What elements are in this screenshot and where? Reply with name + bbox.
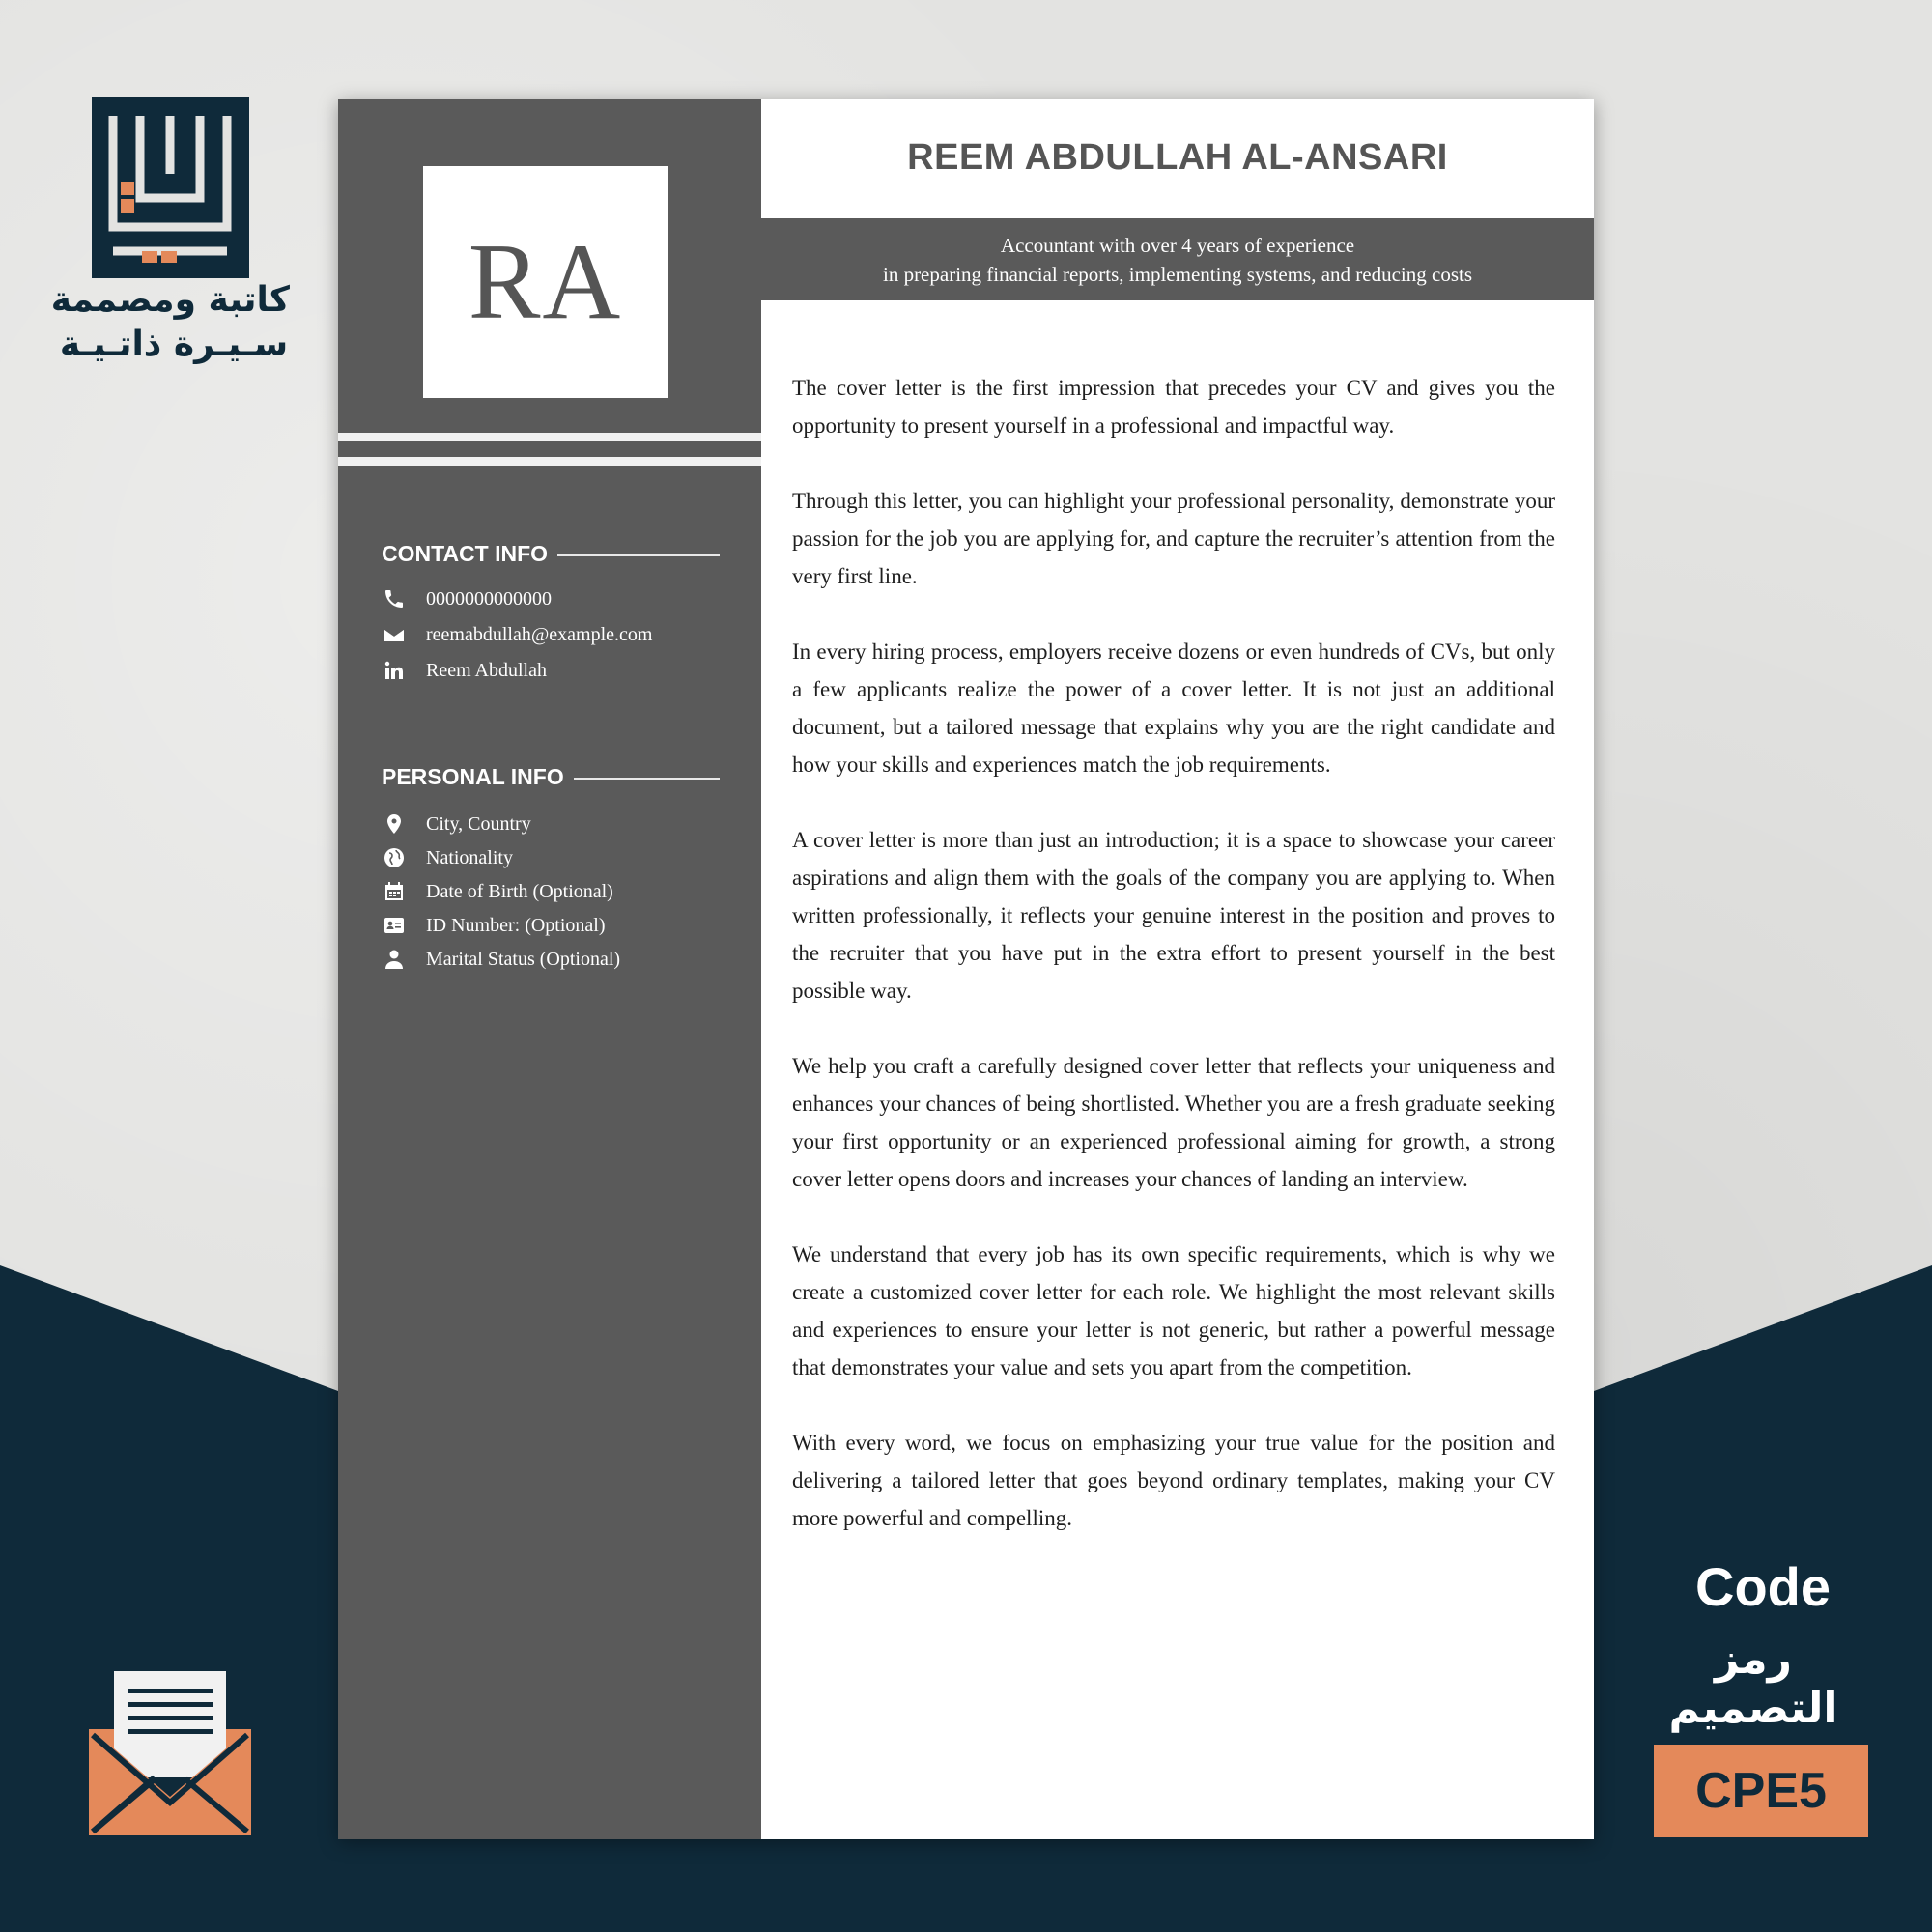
letter-paragraph: With every word, we focus on emphasizing your true value for the position and delivering a tailored letter that goes beyond ordinary templates, making your CV more powerful and compelling. <box>792 1431 1555 1530</box>
brand-tagline <box>50 278 290 367</box>
applicant-name: REEM ABDULLAH AL-ANSARI <box>907 137 1448 178</box>
person-icon <box>382 947 407 972</box>
design-code: CPE5 <box>1695 1763 1827 1819</box>
letter-paragraph: In every hiring process, employers receive dozens or even hundreds of CVs, but only a few applicants realize the power of a cover letter. It is not just an additional document, but a tailored message that explains why you are the right candidate and how your skills and experiences match the job requirements. <box>792 639 1555 777</box>
contact-info-title: CONTACT INFO <box>382 541 720 567</box>
calendar-icon <box>382 879 407 904</box>
divider-stripe <box>338 457 761 466</box>
tagline-line-1: كاتبة ومصممة <box>50 280 290 320</box>
brand-logo <box>92 97 249 278</box>
personal-dob: Date of Birth (Optional) <box>382 879 613 904</box>
phone-icon <box>382 586 407 611</box>
design-code-badge <box>1654 1745 1868 1837</box>
monogram: RA <box>468 221 623 342</box>
id-card-icon <box>382 913 407 938</box>
mail-icon <box>382 622 407 647</box>
tagline-line-2: سـيـرة ذاتـيـة <box>59 325 289 364</box>
headline-line-2: in preparing financial reports, implementing systems, and reducing costs <box>882 262 1472 286</box>
monogram-box <box>423 166 668 398</box>
contact-phone: 0000000000000 <box>382 586 552 611</box>
code-label: Code <box>1695 1556 1831 1617</box>
headline-band <box>761 218 1594 300</box>
code-label-arabic: رمز التصميم <box>1668 1634 1838 1733</box>
contact-email: reemabdullah@example.com <box>382 622 652 647</box>
location-pin-icon <box>382 811 407 837</box>
sidebar <box>338 99 761 1839</box>
letter-paragraph: We help you craft a carefully designed cover letter that reflects your uniqueness and enhances your chances of being shortlisted. Whether you are a fresh graduate seeking your first opportunity or an experienced professional aiming for growth, a strong cover letter opens doors and increases your chances of landing an interview. <box>792 1054 1555 1191</box>
divider-stripe <box>338 433 761 441</box>
linkedin-icon <box>382 658 407 683</box>
globe-icon <box>382 845 407 870</box>
personal-id: ID Number: (Optional) <box>382 913 606 938</box>
personal-location: City, Country <box>382 811 531 837</box>
envelope-letter-icon <box>87 1671 253 1837</box>
letter-paragraph: We understand that every job has its own specific requirements, which is why we create a customized cover letter for each role. We highlight the most relevant skills and experiences to ensure your letter is not generic, but rather a powerful message that demonstrates your value and sets you apart from the competition. <box>792 1242 1555 1379</box>
contact-linkedin: Reem Abdullah <box>382 658 547 683</box>
letter-paragraph: Through this letter, you can highlight your professional personality, demonstrate your passion for the job you are applying for, and capture the recruiter’s attention from the very first line. <box>792 489 1555 588</box>
personal-nationality: Nationality <box>382 845 513 870</box>
letter-paragraph: The cover letter is the first impression that precedes your CV and gives you the opportunity to present yourself in a professional and impactful way. <box>792 376 1555 438</box>
personal-info-title: PERSONAL INFO <box>382 764 720 790</box>
letter-paragraph: A cover letter is more than just an introduction; it is a space to showcase your career aspirations and align them with the goals of the company you are applying to. When written professionally, it reflects your genuine interest in the position and proves to the recruiter that you have put in the extra effort to present yourself in the best possible way. <box>792 828 1555 1003</box>
headline-line-1: Accountant with over 4 years of experience <box>1000 233 1355 257</box>
personal-marital: Marital Status (Optional) <box>382 947 620 972</box>
letter-body <box>792 369 1555 1575</box>
cover-letter-page <box>338 99 1594 1839</box>
